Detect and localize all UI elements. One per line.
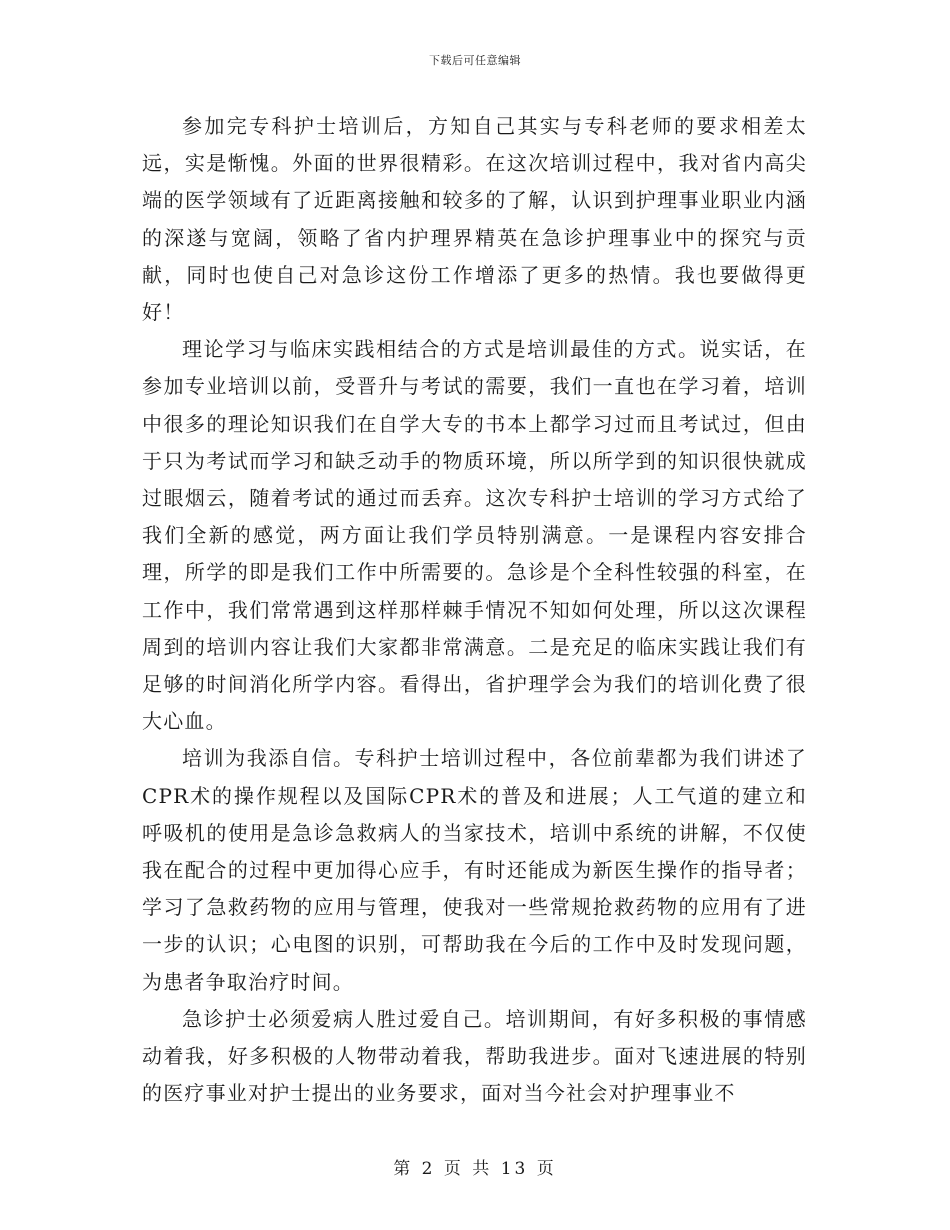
document-body: [142, 108, 807, 1112]
page-header: 下载后可任意编辑: [429, 54, 521, 67]
page-number-footer: 第 2 页 共 13 页: [393, 1159, 557, 1179]
paragraph-1: 参加完专科护士培训后，方知自己其实与专科老师的要求相差太远，实是惭愧。外面的世界很精彩。在这次培训过程中，我对省内高尖端的医学领域有了近距离接触和较多的了解，认识到护理事业职业内涵的深遂与宽阔，领略了省内护理界精英在急诊护理事业中的探究与贡献，同时也使自己对急诊这份工作增添了更多的热情。我也要做得更好！: [142, 114, 807, 325]
paragraph-2: 理论学习与临床实践相结合的方式是培训最佳的方式。说实话，在参加专业培训以前，受晋升与考试的需要，我们一直也在学习着，培训中很多的理论知识我们在自学大专的书本上都学习过而且考试过，但由于只为考试而学习和缺乏动手的物质环境，所以所学到的知识很快就成过眼烟云，随着考试的通过而丢弃。这次专科护士培训的学习方式给了我们全新的感觉，两方面让我们学员特别满意。一是课程内容安排合理，所学的即是我们工作中所需要的。急诊是个全科性较强的科室，在工作中，我们常常遇到这样那样棘手情况不知如何处理，所以这次课程周到的培训内容让我们大家都非常满意。二是充足的临床实践让我们有足够的时间消化所学内容。看得出，省护理学会为我们的培训化费了很大心血。: [142, 337, 807, 734]
paragraph-4: 急诊护士必须爱病人胜过爱自己。培训期间，有好多积极的事情感动着我，好多积极的人物带动着我，帮助我进步。面对飞速进展的特别的医疗事业对护士提出的业务要求，面对当今社会对护理事业不: [142, 1006, 807, 1106]
paragraph-3: 培训为我添自信。专科护士培训过程中，各位前辈都为我们讲述了CPR术的操作规程以及国际CPR术的普及和进展；人工气道的建立和呼吸机的使用是急诊急救病人的当家技术，培训中系统的讲解，不仅使我在配合的过程中更加得心应手，有时还能成为新医生操作的指导者；学习了急救药物的应用与管理，使我对一些常规抢救药物的应用有了进一步的认识；心电图的识别，可帮助我在今后的工作中及时发现问题，为患者争取治疗时间。: [142, 746, 807, 994]
